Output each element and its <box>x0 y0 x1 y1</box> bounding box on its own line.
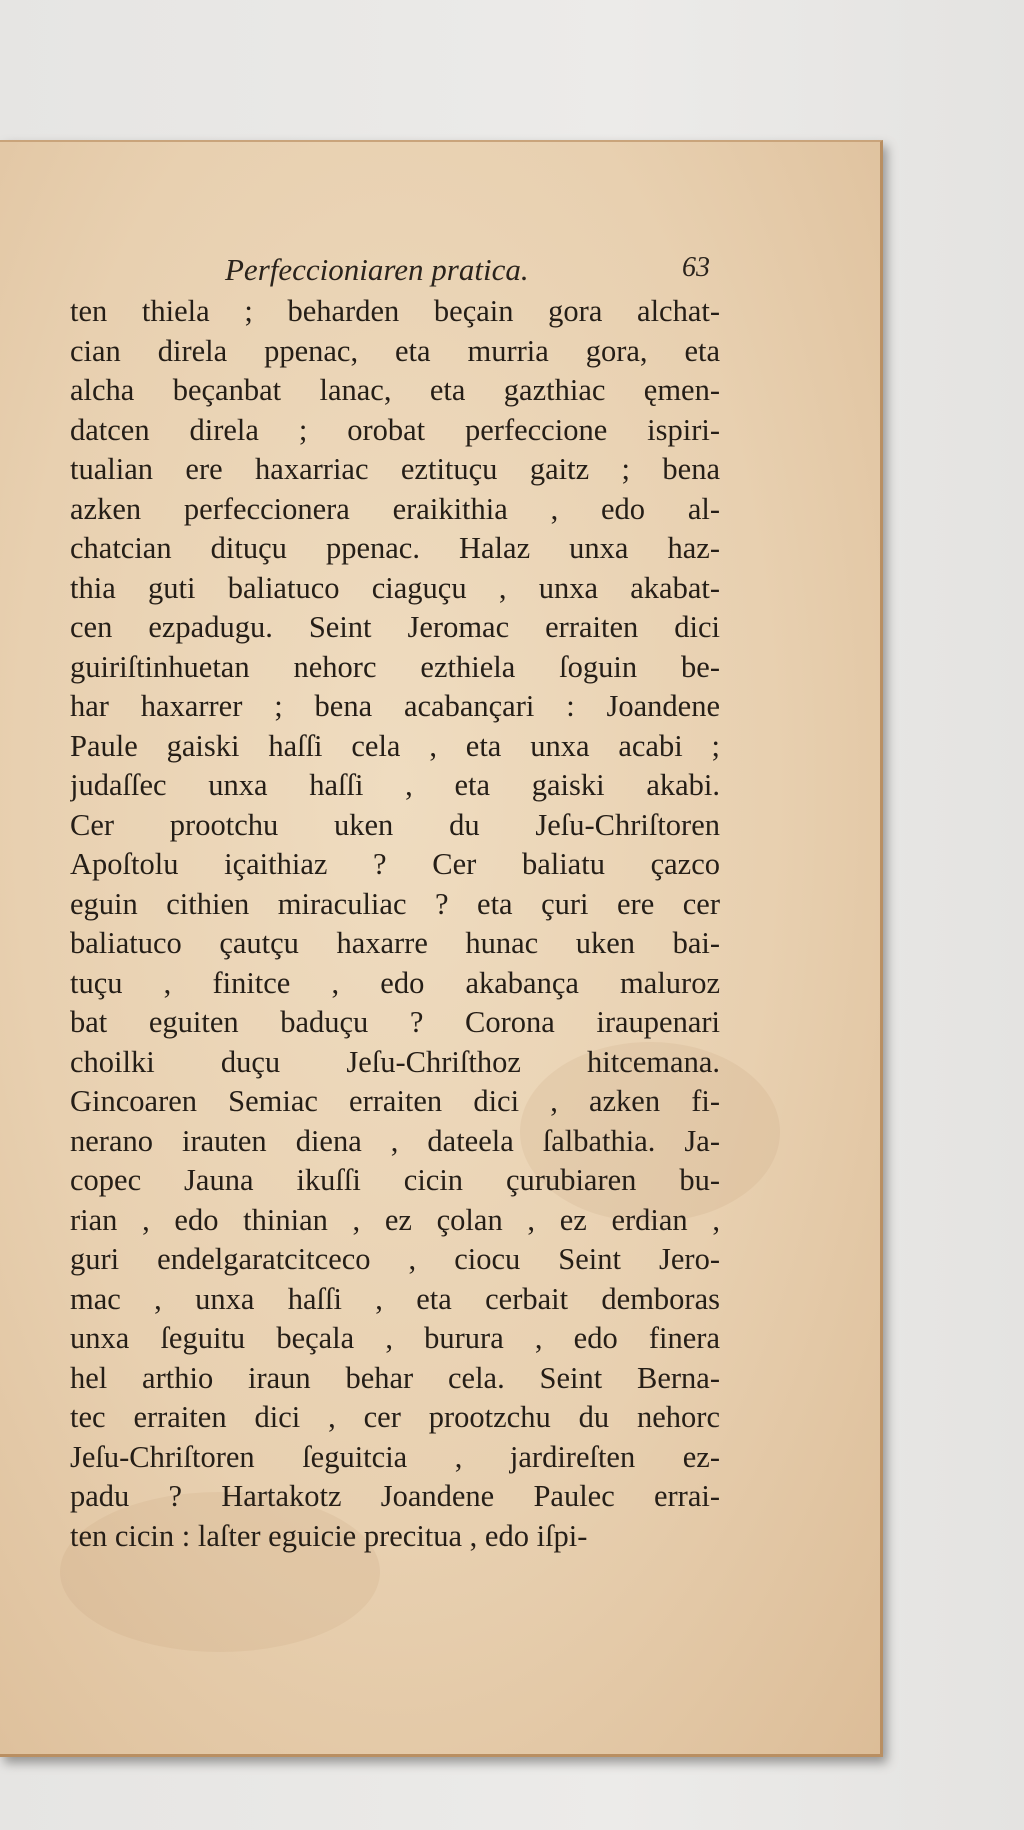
text-line: chatcian dituçu ppenac. Halaz unxa haz- <box>70 531 720 565</box>
text-line: datcen direla ; orobat perfeccione ispiri- <box>70 412 720 447</box>
text-line: Jeſu-Chriſtoren ſeguitcia , jardireſten ez- <box>70 1439 720 1474</box>
text-line: thia guti baliatuco ciaguçu , unxa akabat- <box>70 570 720 605</box>
body-text <box>70 292 720 1556</box>
text-line: azken perfeccionera eraikithia , edo al- <box>70 491 720 526</box>
text-line: choilki duçu Jeſu-Chriſthoz hitcemana. <box>70 1044 720 1079</box>
text-line: ten cicin : laſter eguicie precitua , edo iſpi- <box>70 1518 588 1553</box>
text-line: alcha beçanbat lanac, eta gazthiac ęmen- <box>70 373 720 407</box>
text-line: Gincoaren Semiac erraiten dici , azken fi- <box>70 1084 720 1118</box>
text-line: padu ? Hartakotz Joandene Paulec errai- <box>70 1479 720 1513</box>
text-line: Apoſtolu içaithiaz ? Cer baliatu çazco <box>70 847 720 881</box>
text-line: judaſſec unxa haſſi , eta gaiski akabi. <box>70 768 720 802</box>
text-line: unxa ſeguitu beçala , burura , edo finera <box>70 1321 720 1355</box>
text-line: baliatuco çautçu haxarre hunac uken bai- <box>70 926 720 960</box>
text-line: Cer prootchu uken du Jeſu-Chriſtoren <box>70 807 720 842</box>
text-line: copec Jauna ikuſſi cicin çurubiaren bu- <box>70 1163 720 1197</box>
text-line: nerano irauten diena , dateela ſalbathia. Ja- <box>70 1123 720 1158</box>
page-header <box>70 252 710 292</box>
page-number: 63 <box>682 252 710 283</box>
text-line: mac , unxa haſſi , eta cerbait demboras <box>70 1281 720 1316</box>
text-line: rian , edo thinian , ez çolan , ez erdian , <box>70 1202 720 1237</box>
text-line: guri endelgaratcitceco , ciocu Seint Jero- <box>70 1242 720 1276</box>
text-line: Paule gaiski haſſi cela , eta unxa acabi ; <box>70 728 720 763</box>
text-line: hel arthio iraun behar cela. Seint Berna- <box>70 1360 720 1395</box>
text-line: har haxarrer ; bena acabançari : Joandene <box>70 689 720 723</box>
text-line: tualian ere haxarriac eztituçu gaitz ; bena <box>70 452 720 486</box>
running-head: Perfeccioniaren pratica. <box>225 252 529 287</box>
text-line: ten thiela ; beharden beçain gora alchat- <box>70 294 720 328</box>
text-line: tuçu , finitce , edo akabança maluroz <box>70 965 720 1000</box>
text-line: guiriſtinhuetan nehorc ezthiela ſoguin be- <box>70 649 720 684</box>
text-line: cian direla ppenac, eta murria gora, eta <box>70 333 720 368</box>
text-line: cen ezpadugu. Seint Jeromac erraiten dici <box>70 610 720 644</box>
text-line: bat eguiten baduçu ? Corona iraupenari <box>70 1005 720 1039</box>
text-line: tec erraiten dici , cer prootzchu du nehorc <box>70 1400 720 1434</box>
book-page <box>0 140 883 1757</box>
text-line: eguin cithien miraculiac ? eta çuri ere cer <box>70 886 720 921</box>
